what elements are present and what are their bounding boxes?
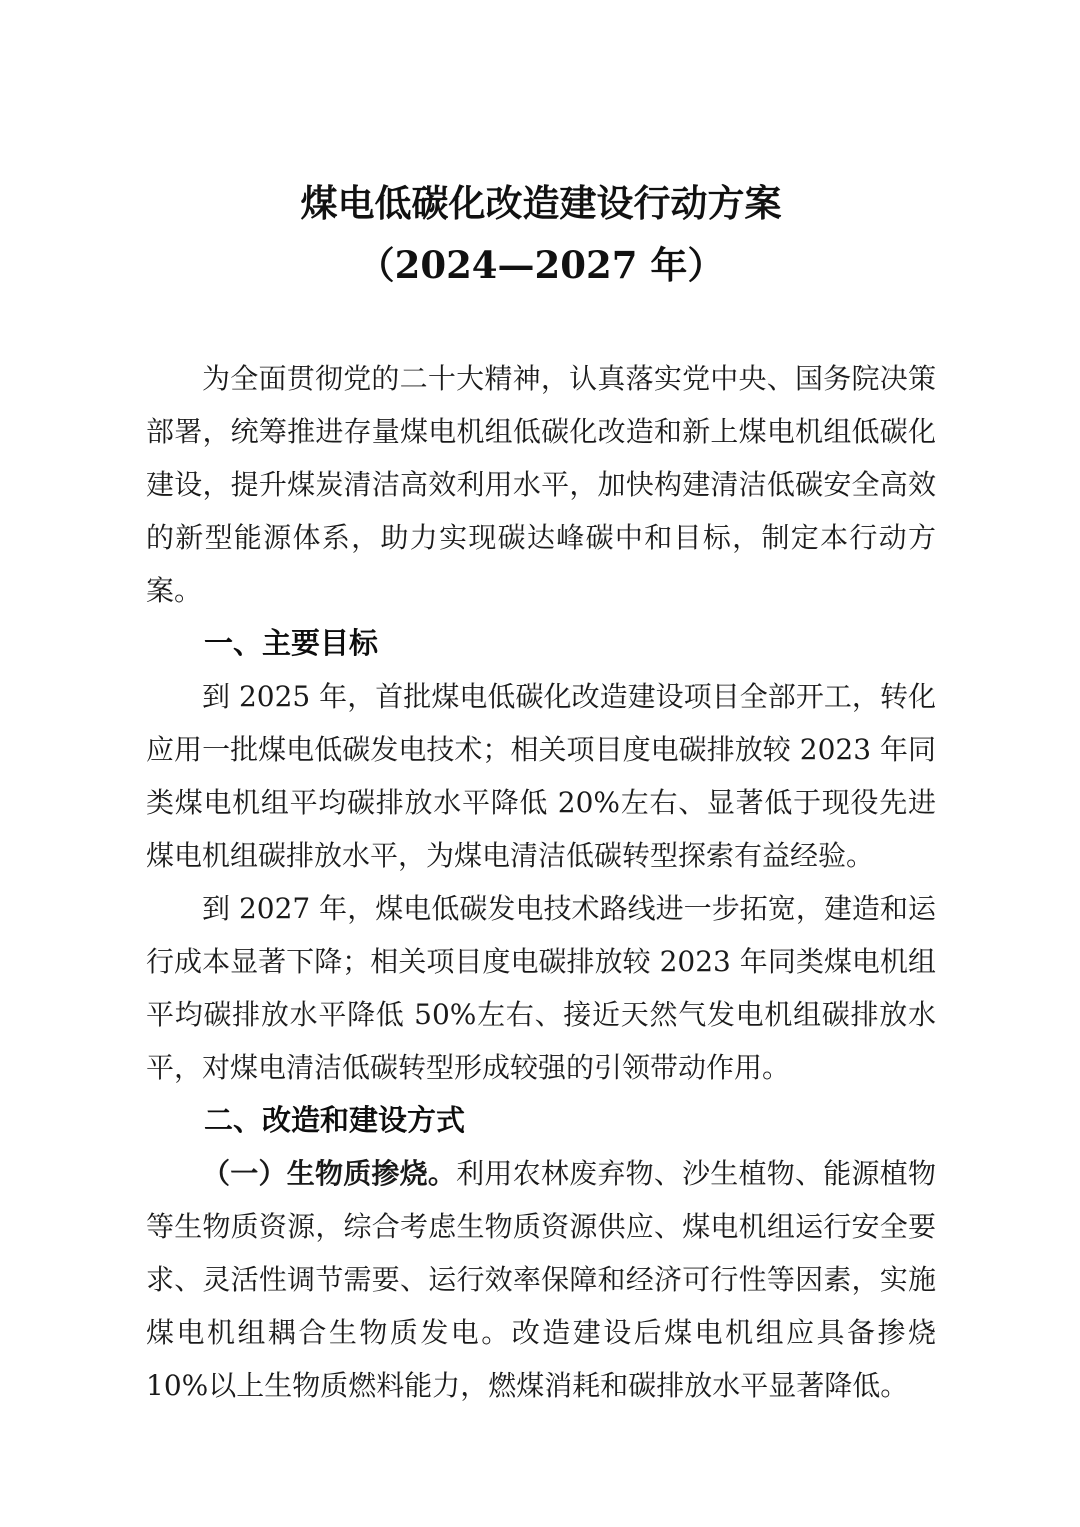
document-title-line-2: （2024—2027 年） bbox=[357, 243, 725, 287]
section-heading-main-goals: 一、主要目标 bbox=[204, 626, 379, 660]
paragraph-goal-2027: 到 2027 年，煤电低碳发电技术路线进一步拓宽，建造和运行成本显著下降；相关项目度电碳排放较 2023 年同类煤电机组平均碳排放水平降低 50%左右、接近天然气发电机组碳排放水平，对煤电清洁低碳转型形成较强的引领带动作用。 bbox=[146, 892, 936, 1084]
document-title bbox=[146, 172, 936, 296]
document-title-line-1: 煤电低碳化改造建设行动方案 bbox=[300, 181, 782, 225]
paragraph-biomass-text: 利用农林废弃物、沙生植物、能源植物等生物质资源，综合考虑生物质资源供应、煤电机组运行安全要求、灵活性调节需要、运行效率保障和经济可行性等因素，实施煤电机组耦合生物质发电。改造建设后煤电机组应具备掺烧 10%以上生物质燃料能力，燃煤消耗和碳排放水平显著降低。 bbox=[146, 1157, 936, 1402]
paragraph-biomass-lead: （一）生物质掺烧。 bbox=[202, 1157, 457, 1190]
paragraph-biomass bbox=[146, 1147, 936, 1412]
document-body bbox=[146, 352, 936, 1412]
paragraph-intro: 为全面贯彻党的二十大精神，认真落实党中央、国务院决策部署，统筹推进存量煤电机组低碳化改造和新上煤电机组低碳化建设，提升煤炭清洁高效利用水平，加快构建清洁低碳安全高效的新型能源体系，助力实现碳达峰碳中和目标，制定本行动方案。 bbox=[146, 362, 936, 607]
section-heading-transformation-methods: 二、改造和建设方式 bbox=[204, 1103, 466, 1137]
paragraph-goal-2025: 到 2025 年，首批煤电低碳化改造建设项目全部开工，转化应用一批煤电低碳发电技术；相关项目度电碳排放较 2023 年同类煤电机组平均碳排放水平降低 20%左右、显著低于现役先进煤电机组碳排放水平，为煤电清洁低碳转型探索有益经验。 bbox=[146, 680, 936, 872]
